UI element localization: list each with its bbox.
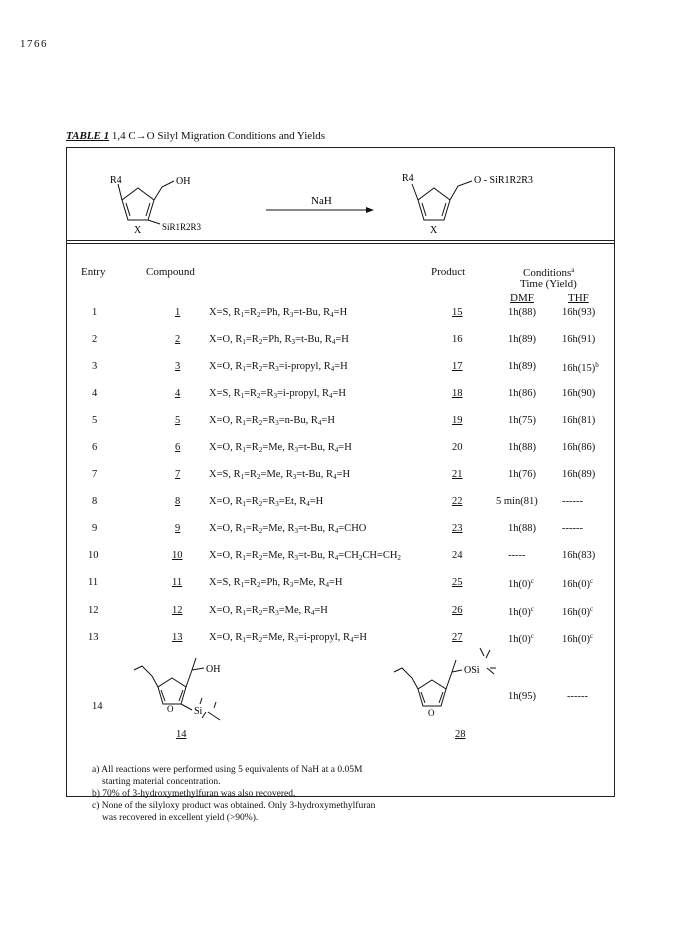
row-product: 17 (452, 361, 463, 372)
row-description: X=O, $R_1=R_2=Ph$, $R_3=t-Bu$, $R_4=H$ (209, 334, 349, 346)
row-product: 26 (452, 605, 463, 616)
row-dmf: $1h(0)^c$ (508, 577, 534, 590)
row-entry: 13 (88, 632, 99, 643)
header-product: Product (431, 266, 466, 278)
product-x: X (430, 225, 438, 236)
table-title: 1,4 C→O Silyl Migration Conditions and Yields (111, 130, 326, 142)
row14-thf: ------ (567, 691, 588, 702)
reactant-x: X (134, 225, 142, 236)
reactant-structure (118, 181, 174, 224)
page-number: 1766 (20, 38, 48, 50)
header-thf: THF (568, 292, 589, 304)
row-thf: $16h(0)^c$ (562, 632, 594, 645)
row-compound: 8 (175, 496, 181, 507)
row-dmf: 1h(76) (508, 469, 536, 480)
svg-text:O: O (428, 708, 435, 718)
row-entry: 12 (88, 605, 99, 616)
footnote-line: b) 70% of 3-hydroxymethylfuran was also recovered. (92, 789, 296, 799)
row-description: X=O, $R_1=R_2=R_3=n-Bu$, $R_4=H$ (209, 415, 335, 427)
row-entry: 7 (92, 469, 98, 480)
row-description: X=O, $R_1=R_2=Me$, $R_3=t-Bu$, $R_4=CH_2CH=CH_2$ (209, 550, 401, 562)
row-compound: 13 (172, 632, 183, 643)
row-compound: 6 (175, 442, 181, 453)
row-description: X=S, $R_1=R_2=Me$, $R_3=t-Bu$, $R_4=H$ (209, 469, 351, 481)
row-thf: 16h(90) (562, 388, 596, 399)
row-dmf: 1h(89) (508, 334, 536, 345)
svg-text:OH: OH (206, 664, 221, 675)
row-description: X=O, $R_1=R_2=R_3=Me$, $R_4=H$ (209, 605, 328, 617)
row-product: 15 (452, 307, 463, 318)
row-thf: 16h(89) (562, 469, 596, 480)
row-compound: 4 (175, 388, 181, 399)
row-dmf: 1h(88) (508, 523, 536, 534)
header-dmf: DMF (510, 292, 534, 304)
row-description: X=O, $R_1=R_2=R_3=Et$, $R_4=H$ (209, 496, 324, 508)
row-thf: 16h(83) (562, 550, 596, 561)
row-product: 24 (452, 550, 463, 561)
footnote-line: a) All reactions were performed using 5 equivalents of NaH at a 0.05M (92, 765, 363, 775)
row-product: 19 (452, 415, 463, 426)
header-entry: Entry (81, 266, 106, 278)
header-compound: Compound (146, 266, 195, 278)
row-product: 20 (452, 442, 463, 453)
row14-compound: 14 (176, 729, 187, 740)
product-osilyl: O - SiR1R2R3 (474, 175, 533, 186)
row-thf: 16h(86) (562, 442, 596, 453)
row-product: 27 (452, 632, 463, 643)
row-description: X=S, $R_1=R_2=Ph$, $R_3=t-Bu$, $R_4=H$ (209, 307, 348, 319)
row-dmf: $1h(0)^c$ (508, 605, 534, 618)
row-dmf: $1h(0)^c$ (508, 632, 534, 645)
row-entry: 4 (92, 388, 98, 399)
header-conditions: Conditions$^a$ (523, 266, 575, 279)
table-label: TABLE 1 (66, 130, 110, 142)
row-dmf: 1h(89) (508, 361, 536, 372)
row-compound: 9 (175, 523, 181, 534)
row-thf: $16h(15)^b$ (562, 361, 599, 374)
row-thf: 16h(93) (562, 307, 596, 318)
row-thf: 16h(81) (562, 415, 596, 426)
row-dmf: 1h(88) (508, 307, 536, 318)
row-dmf: 1h(86) (508, 388, 536, 399)
row-compound: 1 (175, 307, 181, 318)
row-description: X=S, $R_1=R_2=Ph$, $R_3=Me$, $R_4=H$ (209, 577, 343, 589)
compound-28-structure (388, 640, 498, 722)
row-product: 25 (452, 577, 463, 588)
footnote-line: was recovered in excellent yield (>90%). (102, 813, 259, 823)
row-compound: 3 (175, 361, 181, 372)
row14-product: 28 (455, 729, 466, 740)
footnote-line: starting material concentration. (102, 777, 221, 787)
reactant-silyl: SiR1R2R3 (162, 222, 202, 232)
row-entry: 10 (88, 550, 99, 561)
row-entry: 9 (92, 523, 98, 534)
row-dmf: 5 min(81) (496, 496, 538, 507)
row-entry: 11 (88, 577, 99, 588)
row-compound: 11 (172, 577, 183, 588)
row-description: X=O, $R_1=R_2=R_3=i$-propyl, $R_4=H$ (209, 361, 348, 373)
row-thf: $16h(0)^c$ (562, 577, 594, 590)
row-compound: 5 (175, 415, 181, 426)
row-entry: 8 (92, 496, 98, 507)
footnotes (92, 764, 492, 824)
row-product: 23 (452, 523, 463, 534)
row-product: 18 (452, 388, 463, 399)
table-caption (66, 130, 325, 142)
row-entry: 5 (92, 415, 98, 426)
row-compound: 2 (175, 334, 181, 345)
row14-entry: 14 (92, 701, 103, 712)
header-conditions-mark: a (571, 266, 575, 274)
row-compound: 12 (172, 605, 183, 616)
reaction-scheme (66, 149, 615, 244)
row-compound: 10 (172, 550, 183, 561)
row-dmf: 1h(75) (508, 415, 536, 426)
row-thf: 16h(91) (562, 334, 596, 345)
reactant-oh: OH (176, 176, 191, 187)
row14-dmf: 1h(95) (508, 691, 536, 702)
row-product: 22 (452, 496, 463, 507)
row-thf: ------ (562, 523, 583, 534)
product-r4: R4 (402, 173, 414, 184)
row-description: X=S, $R_1=R_2=R_3=i$-propyl, $R_4=H$ (209, 388, 347, 400)
row-description: X=O, $R_1=R_2=Me$, $R_3=t-Bu$, $R_4=CHO$ (209, 523, 367, 535)
svg-text:Si: Si (194, 706, 203, 717)
row-thf: $16h(0)^c$ (562, 605, 594, 618)
reagent-label: NaH (311, 195, 332, 207)
row-entry: 1 (92, 307, 98, 318)
svg-text:OSi: OSi (464, 665, 480, 676)
header-time-yield: Time (Yield) (520, 278, 577, 290)
reactant-r4: R4 (110, 175, 122, 186)
row-entry: 2 (92, 334, 98, 345)
product-structure (412, 181, 472, 220)
arrow-head (366, 207, 374, 213)
row-product: 21 (452, 469, 463, 480)
row-product: 16 (452, 334, 463, 345)
compound-14-structure (130, 640, 270, 722)
row-description: X=O, $R_1=R_2=Me$, $R_3=t-Bu$, $R_4=H$ (209, 442, 352, 454)
row-description: X=O, $R_1=R_2=Me$, $R_3=i$-propyl, $R_4=H$ (209, 632, 367, 644)
row-dmf: 1h(88) (508, 442, 536, 453)
row-compound: 7 (175, 469, 181, 480)
row-entry: 6 (92, 442, 98, 453)
row-dmf: ----- (508, 550, 526, 561)
row-thf: ------ (562, 496, 583, 507)
footnote-line: c) None of the silyloxy product was obtained. Only 3-hydroxymethylfuran (92, 801, 376, 811)
row-entry: 3 (92, 361, 98, 372)
svg-text:O: O (167, 704, 174, 714)
